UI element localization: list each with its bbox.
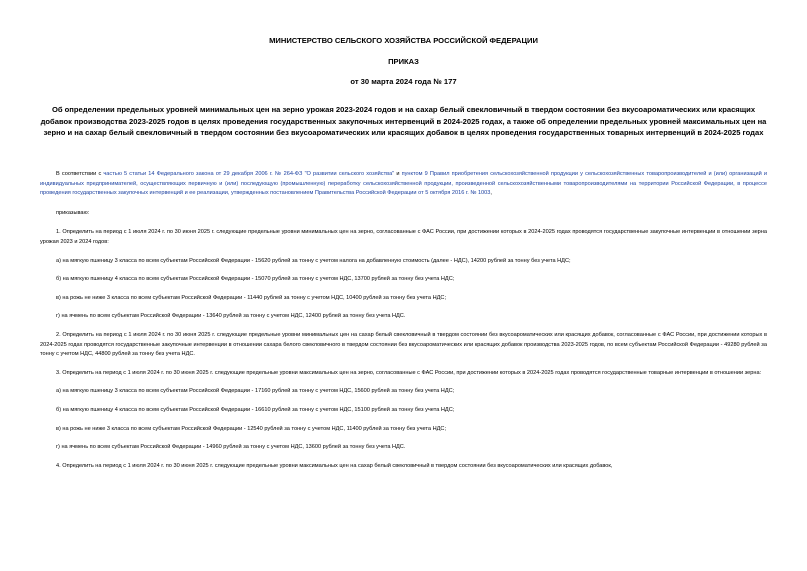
item-1b: б) на мягкую пшеницу 4 класса по всем субъектам Российской Федерации - 15070 рублей за тонну с учетом НДС, 13700 рублей за тонну без учета НДС; xyxy=(56,276,455,283)
preamble xyxy=(40,170,767,199)
item-3c: в) на рожь не ниже 3 класса по всем субъектам Российской Федерации - 12540 рублей за тонну с учетом НДС, 11400 рублей за тонну без учета НДС; xyxy=(56,425,447,432)
document-body xyxy=(40,170,767,471)
item-3: 3. Определить на период с 1 июля 2024 г. по 30 июня 2025 г. следующие предельные уровни максимальных цен на зерно, согласованные с ФАС России, при достижении которых в 2024-2025 годах проводятся государственные товарные интервенции в отношении зерна: xyxy=(56,369,762,376)
document-title: Об определении предельных уровней минимальных цен на зерно урожая 2023-2024 годов и на сахар белый свекловичный в твердом состоянии без вкусоароматических или красящих добавок производства 2023-2025 годов в целях проведения государственных закупочных интервенций в 2024-2025 годах, а также об определении предельных уровней максимальных цен на зерно и на сахар белый свекловичный в твердом состоянии без вкусоароматических или красящих добавок в целях проведения государственных товарных интервенций в 2024-2025 годах xyxy=(40,105,767,138)
rules-link[interactable]: пунктом 9 Правил приобретения сельскохозяйственной продукции у сельскохозяйственных товаропроизводителей и (или) организаций и индивидуальных предпринимателей, осуществляющих первичную и (или) последующую (промышленную) переработку сельскохозяйственной продукции, произведенной сельскохозяйственными товаропроизводителями на территории Российской Федерации, в процессе проведения государственных закупочных интервенций и ее реализации, утвержденных постановлением Правительства Российской Федерации от 5 октября 2016 г. № 1003 xyxy=(40,171,768,197)
order-word: приказываю: xyxy=(56,209,90,216)
document-type: ПРИКАЗ xyxy=(388,57,419,66)
item-3a: а) на мягкую пшеницу 3 класса по всем субъектам Российской Федерации - 17160 рублей за тонну с учетом НДС, 15600 рублей за тонну без учета НДС; xyxy=(56,388,455,395)
item-2: 2. Определить на период с 1 июля 2024 г. по 30 июня 2025 г. следующие предельные уровни минимальных цен на сахар белый свекловичный в твердом состоянии без вкусоароматических или красящих добавок, согласованные с ФАС России, при достижении которых в 2024-2025 годах проводятся государственные закупочные интервенции в отношении сахара белого свекловичного в твердом состоянии без вкусоароматических или красящих добавок производства 2023-2025 годов, по всем субъектам Российской Федерации - 49280 рублей за тонну с учетом НДС, 44800 рублей за тонну без учета НДС. xyxy=(40,331,767,358)
item-1: 1. Определить на период с 1 июля 2024 г. по 30 июня 2025 г. следующие предельные уровни минимальных цен на зерно, согласованные с ФАС России, при достижении которых в 2024-2025 годах проводятся государственные закупочные интервенции в отношении зерна урожая 2023 и 2024 годов: xyxy=(40,229,767,245)
law-link[interactable]: частью 5 статьи 14 Федерального закона от 29 декабря 2006 г. № 264-ФЗ "О развитии сельского хозяйства" xyxy=(103,171,395,177)
ministry-name: МИНИСТЕРСТВО СЕЛЬСКОГО ХОЗЯЙСТВА РОССИЙСКОЙ ФЕДЕРАЦИИ xyxy=(269,36,538,45)
preamble-text-1: В соответствии с xyxy=(56,171,104,177)
item-1d: г) на ячмень по всем субъектам Российской Федерации - 13640 рублей за тонну с учетом НДС, 12400 рублей за тонну без учета НДС. xyxy=(56,313,406,320)
document-date-number: от 30 марта 2024 года № 177 xyxy=(350,77,457,86)
item-3d: г) на ячмень по всем субъектам Российской Федерации - 14960 рублей за тонну с учетом НДС, 13600 рублей за тонну без учета НДС. xyxy=(56,444,406,451)
item-3b: б) на мягкую пшеницу 4 класса по всем субъектам Российской Федерации - 16610 рублей за тонну с учетом НДС, 15100 рублей за тонну без учета НДС; xyxy=(56,406,455,413)
item-4: 4. Определить на период с 1 июля 2024 г. по 30 июня 2025 г. следующие предельные уровни максимальных цен на сахар белый свекловичный в твердом состоянии без вкусоароматических или красящих добавок, xyxy=(56,462,613,469)
preamble-text-2: и xyxy=(394,171,402,177)
item-1a: а) на мягкую пшеницу 3 класса по всем субъектам Российской Федерации - 15620 рублей за тонну с учетом налога на добавленную стоимость (далее - НДС), 14200 рублей за тонну без учета НДС; xyxy=(56,257,571,264)
preamble-text-3: , xyxy=(490,190,492,197)
item-1c: в) на рожь не ниже 3 класса по всем субъектам Российской Федерации - 11440 рублей за тонну с учетом НДС, 10400 рублей за тонну без учета НДС; xyxy=(56,294,447,301)
